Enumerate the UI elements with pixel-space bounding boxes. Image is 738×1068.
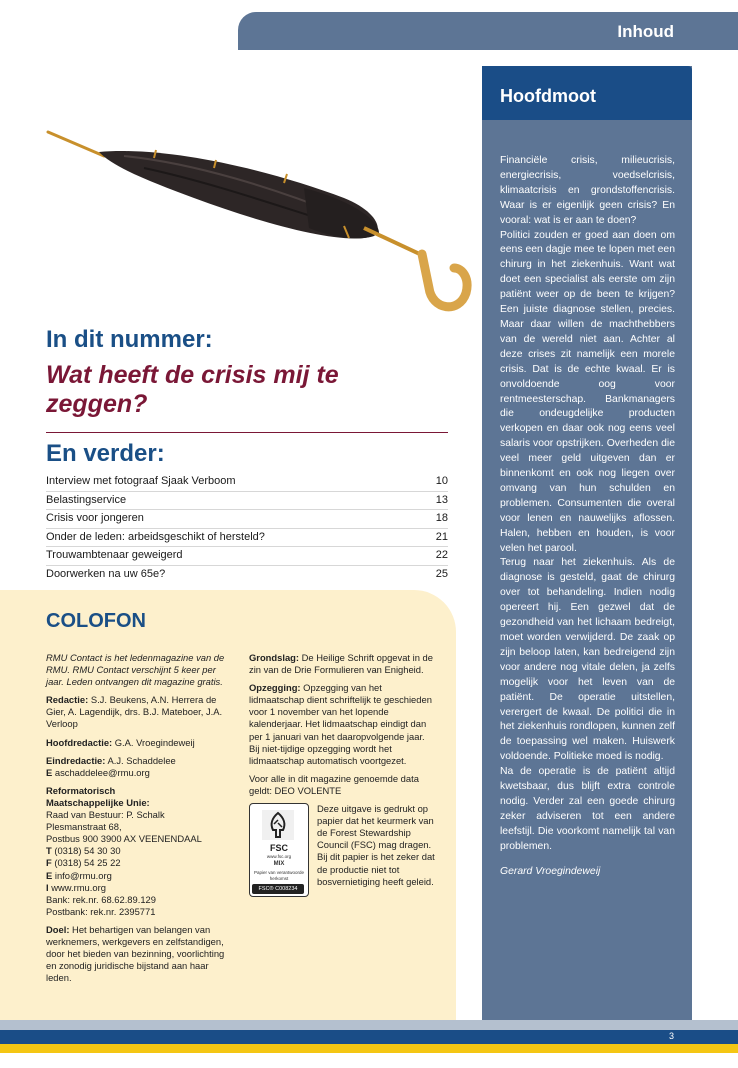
footer-bands	[0, 1020, 738, 1053]
colofon-opzegging: Opzegging: Opzegging van het lidmaatschap dient schriftelijk te geschieden voor 1 november van het lopende kalenderjaar. Het lidmaatschap eindigt dan per 1 januari van het daaropvolgende jaar. Bij niet-tijdige opzegging wordt het lidmaatschap automatisch voortgezet.	[249, 682, 432, 766]
sidebar-heading: Hoofdmoot	[500, 86, 596, 106]
fsc-statement: Deze uitgave is gedrukt op papier dat het keurmerk van de Forest Stewardship Council (FSC) mag dragen. Bij dit papier is het zeker dat de productie niet tot bosvernietiging heeft geleid.	[317, 803, 435, 887]
sidebar-header	[482, 66, 692, 120]
toc-item-title: Onder de leden: arbeidsgeschikt of hersteld?	[46, 530, 265, 543]
colofon-rights: Voor alle in dit magazine genoemde data geldt: DEO VOLENTE	[249, 772, 419, 796]
editorial-paragraph: Financiële crisis, milieucrisis, energiecrisis, voedselcrisis, klimaatcrisis en grondstoffencrisis. Waar is er eigenlijk geen crisis? En vooral: wat is er aan te doen?	[500, 155, 675, 226]
toc-item[interactable]	[46, 510, 448, 529]
colofon-column-1	[46, 652, 234, 990]
colofon-intro: RMU Contact is het ledenmagazine van de RMU. RMU Contact verschijnt 5 keer per jaar. Leden ontvangen dit magazine gratis.	[46, 652, 225, 688]
fsc-tree-icon	[262, 810, 294, 840]
colofon-redactie: Redactie: S.J. Beukens, A.N. Herrera de Gier, A. Lagendijk, drs. B.J. Mateboer, J.A. Verloop	[46, 694, 223, 730]
toc-item[interactable]	[46, 492, 448, 511]
toc-item-page: 13	[435, 493, 448, 506]
fsc-logo: FSC www.fsc.org MIX Papier van verantwoorde herkomst FSC® C008234	[249, 803, 309, 897]
page-number: 3	[668, 1031, 674, 1041]
more-heading: En verder:	[46, 440, 165, 467]
toc-item[interactable]	[46, 566, 448, 584]
toc-item[interactable]	[46, 547, 448, 566]
issue-heading: In dit nummer:	[46, 326, 213, 353]
org-email[interactable]: info@rmu.org	[54, 869, 112, 881]
toc-item-page: 10	[435, 475, 448, 487]
main-article-title: Wat heeft de crisis mij te zeggen?	[46, 361, 339, 418]
toc-item[interactable]	[46, 473, 448, 492]
colofon-title: COLOFON	[46, 610, 146, 632]
eindredactie-email[interactable]: aschaddelee@rmu.org	[54, 766, 150, 778]
toc-item-page: 18	[435, 512, 448, 524]
section-tab-label: Inhoud	[617, 22, 674, 41]
fsc-block	[249, 803, 437, 897]
colofon-organisation: Reformatorisch Maatschappelijke Unie: Raad van Bestuur: P. Schalk Plesmanstraat 68, Postbus 900 3900 AX VEENENDAAL T (0318) 54 30 30 F (0318) 54 25 22 E info@rmu.org I www.rmu.org Bank: rek.nr. 68.62.89.129 Postbank: rek.nr. 2395771	[46, 784, 202, 917]
colofon-grondslag: Grondslag: De Heilige Schrift opgevat in de zin van de Drie Formulieren van Enigheid.	[249, 652, 433, 676]
colofon-hoofdredactie: Hoofdredactie: G.A. Vroegindeweij	[46, 736, 195, 748]
colofon-column-2	[249, 652, 437, 897]
toc-item-title: Belastingservice	[46, 493, 127, 506]
editorial-text	[500, 154, 675, 880]
toc-item-page: 22	[435, 549, 448, 561]
editorial-paragraph: Terug naar het ziekenhuis. Als de diagnose is gesteld, gaat de chirurg over tot behandeling. Indien nodig opereert hij. Een gezwel dat de gezondheid van het lichaam bedreigt, moet worden verwijderd. De zaak op zijn beloop laten, kan bedreigend zijn voor andere nog vitale delen, ja zelfs mogelijk voor het leven van de patiënt. De operatie uitstellen, verergert de kwaal. De politici die in het ziekenhuis rondlopen, kunnen zelf de toepassing wel maken. Huiswerk voldoende. Politieke moed is nodig.	[500, 557, 675, 763]
toc-item-title: Doorwerken na uw 65e?	[46, 567, 166, 580]
toc-item-page: 21	[435, 530, 448, 543]
toc-item-title: Crisis voor jongeren	[46, 512, 144, 524]
umbrella-image	[44, 128, 484, 318]
divider	[46, 432, 448, 433]
editorial-author: Gerard Vroegindeweij	[500, 865, 601, 877]
table-of-contents	[46, 473, 448, 583]
toc-item-page: 25	[435, 567, 448, 580]
toc-item-title: Trouwambtenaar geweigerd	[46, 549, 183, 561]
editorial-paragraph: Politici zouden er goed aan doen om eens een dagje mee te lopen met een chirurg in het ziekenhuis. Want wat doet een specialist als eerste om zijn patiënt weer op de been te krijgen? Een juiste diagnose stellen, precies. Maar daar willen de machthebbers van de wereld niet aan. Achter al deze crises zit namelijk een morele crisis. Dat is de echte kwaal. Er is onvoldoende oog voor rentmeesterschap. Bankmanagers die ondeugdelijke producten verkopen en daar ook nog eens veel salaris voor opstrijken. Overheden die veel meer geld uitgeven dan er binnenkomt en ook nog liegen over omvang van hun schulden en problemen. Consumenten die overal voor lenen en nauwelijks aflossen. Halen, hebben en houden, is voor velen het parool.	[500, 229, 675, 554]
colofon-eindredactie: Eindredactie: A.J. Schaddelee E aschaddelee@rmu.org	[46, 754, 176, 778]
toc-item[interactable]	[46, 529, 448, 548]
section-tab	[238, 12, 738, 50]
colofon-doel: Doel: Het behartigen van belangen van werknemers, werkgevers en zelfstandigen, door het bieden van bezinning, voorlichting en zonodig juridische bijstand aan haar leden.	[46, 923, 225, 984]
toc-item-title: Interview met fotograaf Sjaak Verboom	[46, 475, 236, 487]
org-website[interactable]: www.rmu.org	[51, 881, 106, 893]
editorial-paragraph: Na de operatie is de patiënt altijd kwetsbaar, dus blijft extra controle nodig. Verder zal een goede chirurg zeker adviseren tot een andere leefstijl. Die voorkomt namelijk tal van problemen.	[500, 766, 675, 852]
